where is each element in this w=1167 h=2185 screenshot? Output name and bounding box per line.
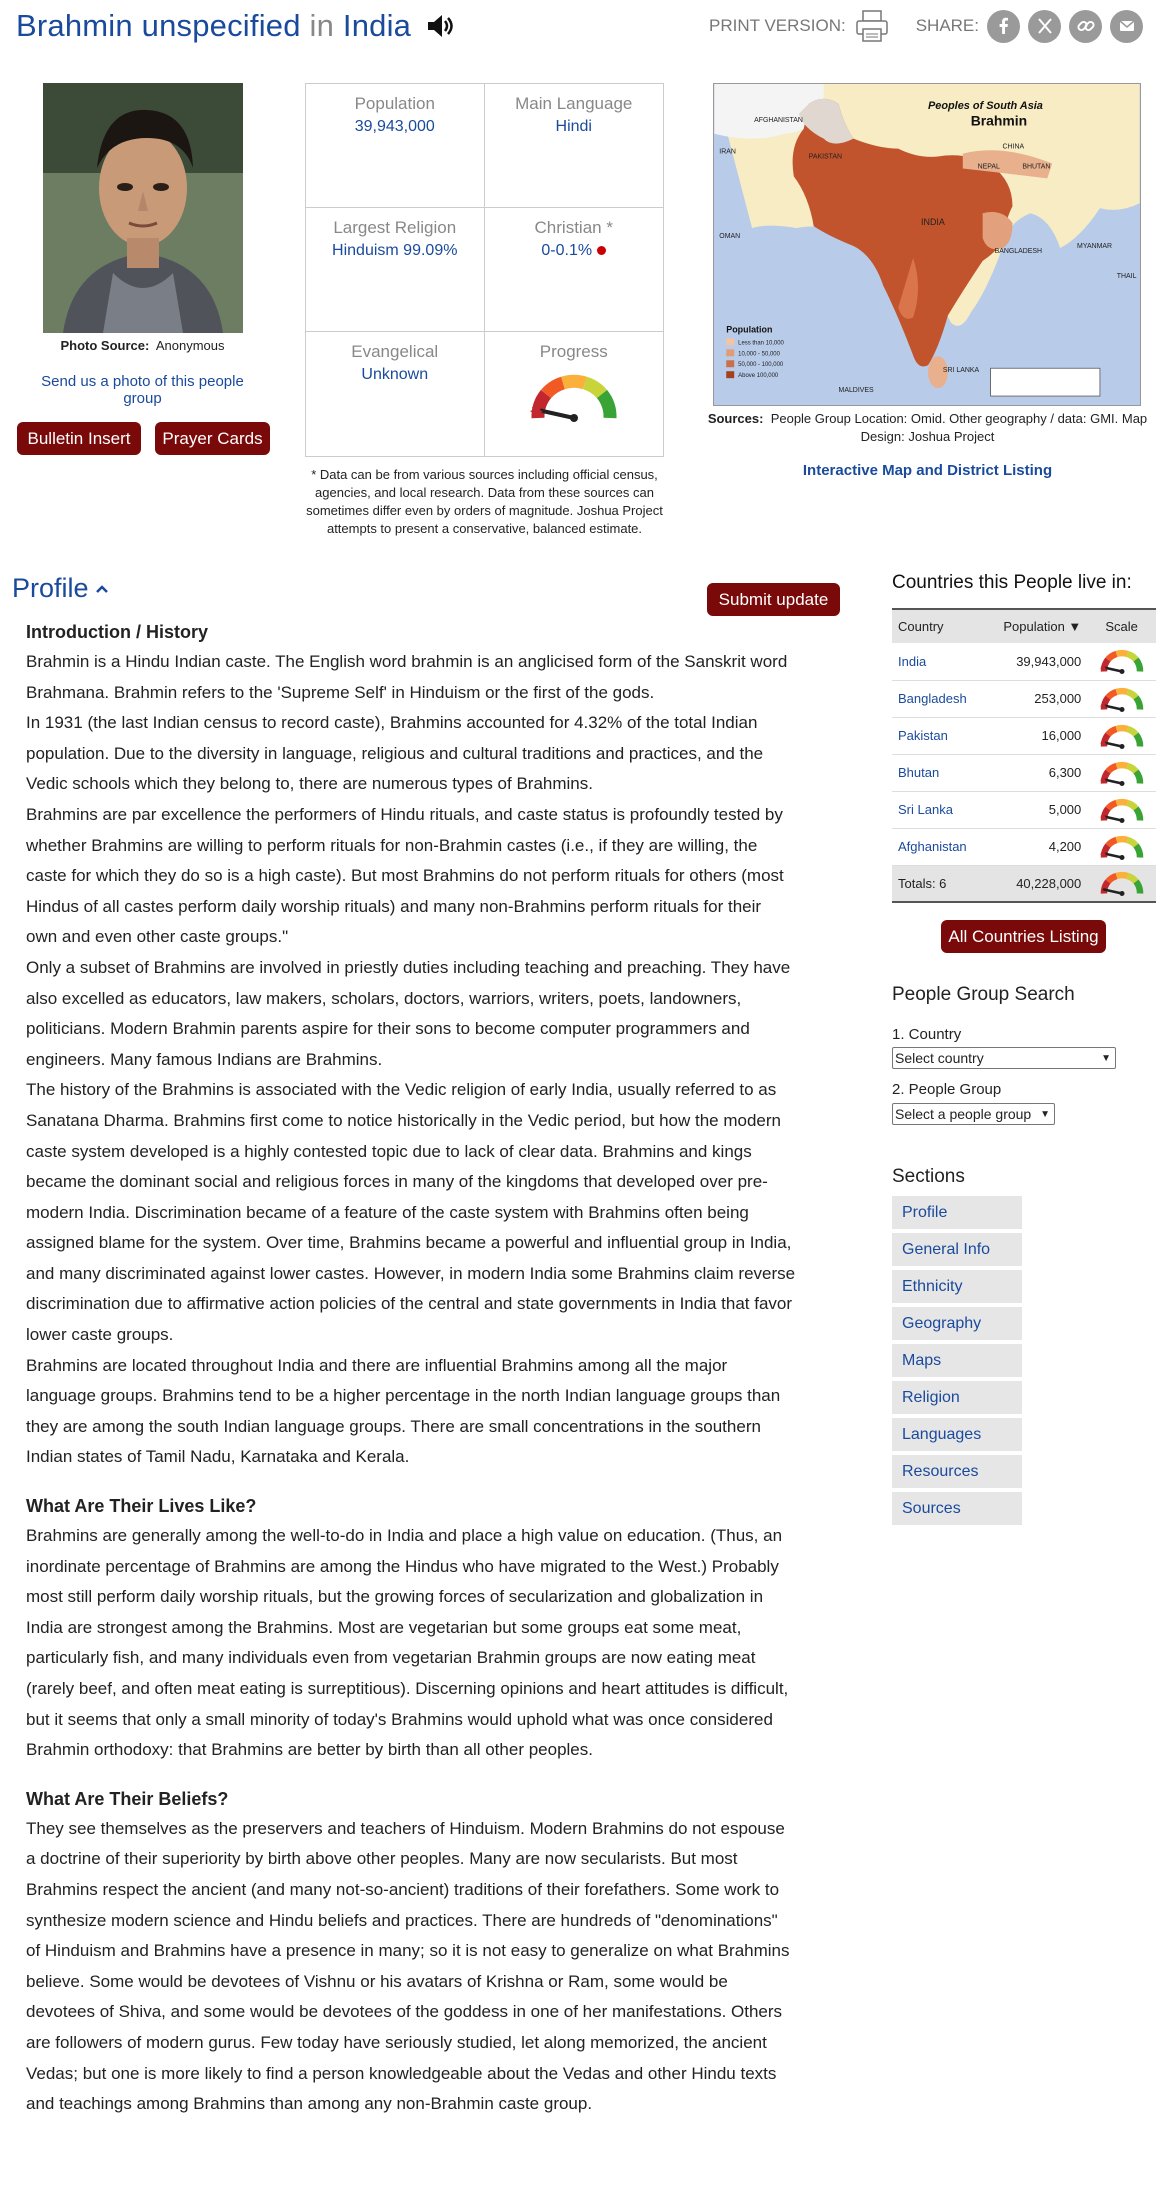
country-scale <box>1087 643 1156 680</box>
table-row <box>892 717 1156 754</box>
map-label-nepal: NEPAL <box>977 163 1000 171</box>
totals-label: Totals: 6 <box>892 865 984 902</box>
map-label-myanmar: MYANMAR <box>1077 242 1113 250</box>
country-scale <box>1087 754 1156 791</box>
section-link-resources[interactable]: Resources <box>892 1455 1022 1488</box>
section-heading-beliefs: What Are Their Beliefs? <box>26 1788 229 1809</box>
country-link[interactable]: Bangladesh <box>892 680 984 717</box>
legend-swatch-1 <box>726 338 734 345</box>
country-select-label: 1. Country <box>892 1026 962 1043</box>
country-link[interactable]: India <box>892 643 984 680</box>
country-scale <box>1087 828 1156 865</box>
people-group-map[interactable] <box>713 83 1141 406</box>
bulletin-insert-button[interactable]: Bulletin Insert <box>17 422 141 455</box>
population-value: 39,943,000 <box>354 118 435 135</box>
people-group-select-value: Select a people group <box>895 1106 1032 1122</box>
progress-label: Progress <box>539 342 608 361</box>
page-title <box>16 8 411 44</box>
profile-content <box>26 617 796 2120</box>
section-link-sources[interactable]: Sources <box>892 1492 1022 1525</box>
religion-value[interactable]: Hinduism 99.09% <box>332 242 458 259</box>
progress-gauge-icon[interactable] <box>1098 646 1146 676</box>
legend-label-2: 10,000 - 50,000 <box>738 351 780 358</box>
submit-update-button[interactable]: Submit update <box>707 583 840 616</box>
map-label-bangladesh: BANGLADESH <box>994 247 1043 255</box>
progress-gauge-icon[interactable] <box>526 368 622 426</box>
people-group-select[interactable] <box>892 1103 1055 1125</box>
all-countries-button[interactable]: All Countries Listing <box>941 920 1106 953</box>
print-label: PRINT VERSION: <box>709 16 846 35</box>
paragraph: The history of the Brahmins is associated with the Vedic religion of early India, usually referred to as Sanatana Dharma. Brahmins first come to notice historically in the Vedic period, but how the modern caste system developed is a highly contested topic due to lack of clear data. Brahmins and kings became the dominant social and religious forces in many of the kingdoms that developed over pre-modern India. Discrimination became of a feature of the caste system with Brahmins often being assigned blame for the system. Over time, Brahmins became a powerful and influential group in India, and many discriminated against lower castes. However, in modern India some Brahmins claim reverse discrimination due to affirmative action policies of the central and state governments in India that favor lower caste groups. <box>26 1080 796 1345</box>
map-label-iran: IRAN <box>719 148 736 156</box>
profile-heading-text: Profile <box>12 573 89 603</box>
map-label-pakistan: PAKISTAN <box>808 153 843 161</box>
map-label-thailand: THAIL <box>1116 272 1137 280</box>
country-link[interactable]: Bhutan <box>892 754 984 791</box>
evangelical-value: Unknown <box>361 366 429 383</box>
map-label-india: INDIA <box>921 217 945 228</box>
progress-gauge-icon[interactable] <box>1098 795 1146 825</box>
map-sources <box>700 410 1155 446</box>
people-group-search-heading: People Group Search <box>892 984 1075 1005</box>
section-heading-lives: What Are Their Lives Like? <box>26 1496 257 1517</box>
totals-row <box>892 865 1156 902</box>
portrait-illustration <box>43 83 243 333</box>
progress-gauge-icon[interactable] <box>1098 758 1146 788</box>
paragraph: Only a subset of Brahmins are involved in priestly duties including teaching and preaching. They have also excelled as educators, law makers, scholars, doctors, warriors, writers, poets, landowners, politicians. Modern Brahmin parents aspire for their sons to become computer programmers and engineers. Many famous Indians are Brahmins. <box>26 957 791 1069</box>
map-legend-title: Population <box>726 324 773 335</box>
language-cell <box>485 84 664 208</box>
progress-gauge-icon[interactable] <box>1098 684 1146 714</box>
share-label: SHARE: <box>915 16 979 35</box>
totals-scale <box>1087 865 1156 902</box>
people-group-select-label: 2. People Group <box>892 1081 1002 1098</box>
table-row <box>892 754 1156 791</box>
page-header <box>16 6 455 46</box>
map-label-sri-lanka: SRI LANKA <box>942 367 980 375</box>
chevron-down-icon: ▼ <box>1040 1108 1050 1120</box>
country-scale <box>1087 717 1156 754</box>
paragraph: Brahmins are generally among the well-to-do in India and place a high value on education. (Thus, an inordinate percentage of Brahmins are among the Hindus who have migrated to the West.) Probably most still perform daily worship rituals, but the growing forces of secularization and globalization in India are strongest among the Brahmins. Most are vegetarian but some groups eat some meat, particularly fish, and many individuals even from vegetarian Brahmin groups are now eating meat (rarely beef, and often meat eating is surreptitious). Discerning opinions and heart attitudes is difficult, but it seems that only a small minority of today's Brahmins would uphold what was once considered Brahmin orthodoxy: that Brahmins are better by birth than all other peoples. <box>26 1526 789 1760</box>
chevron-down-icon: ▼ <box>1101 1052 1111 1064</box>
stats-footnote: * Data can be from various sources including official census, agencies, and local research. Data from these sources can sometimes differ even by orders of magnitude. Joshua Project attempts to present a conservative, balanced estimate. <box>306 467 663 536</box>
map-title: Brahmin <box>970 112 1028 129</box>
country-population: 4,200 <box>984 828 1087 865</box>
legend-swatch-4 <box>726 371 734 378</box>
table-row <box>892 791 1156 828</box>
map-label-maldives: MALDIVES <box>838 387 874 395</box>
language-value[interactable]: Hindi <box>555 118 592 135</box>
evangelical-label: Evangelical <box>351 342 439 361</box>
country-link[interactable]: Afghanistan <box>892 828 984 865</box>
map-info-box <box>991 368 1100 396</box>
chevron-up-icon[interactable] <box>95 584 109 594</box>
progress-cell <box>485 332 664 456</box>
paragraph: Brahmins are par excellence the performers of Hindu rituals, and caste status is profoundly tested by whether Brahmins are willing to perform rituals for non-Brahmin castes (i.e., if they are willing, the caste for which they do so is a high caste). But most Brahmins do not perform rituals for others (most Hindus of all castes perform daily worship rituals) and many non-Brahmins perform rituals for their own and even other caste groups." <box>26 804 784 947</box>
profile-heading[interactable] <box>12 573 109 604</box>
progress-gauge-icon[interactable] <box>1098 868 1146 898</box>
section-link-languages[interactable]: Languages <box>892 1418 1022 1451</box>
interactive-map-link[interactable]: Interactive Map and District Listing <box>802 462 1053 479</box>
countries-heading: Countries this People live in: <box>892 572 1132 593</box>
section-link-geography[interactable]: Geography <box>892 1307 1022 1340</box>
x-share-button[interactable] <box>1028 10 1061 43</box>
country-population: 6,300 <box>984 754 1087 791</box>
col-population[interactable]: Population ▼ <box>984 609 1087 643</box>
christian-value: 0-0.1% <box>541 242 593 259</box>
link-icon <box>1076 16 1096 36</box>
prayer-cards-button[interactable]: Prayer Cards <box>155 422 270 455</box>
paragraph: In 1931 (the last Indian census to record caste), Brahmins accounted for 4.32% of the total Indian population. Due to the diversity in language, religious and cultural traditions and practices, and the Vedic schools which they belong to, there are numerous types of Brahmins. <box>26 713 764 794</box>
table-row <box>892 643 1156 680</box>
country-population: 5,000 <box>984 791 1087 828</box>
country-select[interactable] <box>892 1047 1116 1069</box>
section-link-profile[interactable]: Profile <box>892 1196 1022 1229</box>
countries-table <box>892 608 1156 903</box>
legend-label-4: Above 100,000 <box>738 373 779 380</box>
send-photo-link[interactable]: Send us a photo of this people group <box>41 373 244 407</box>
email-icon <box>1117 16 1137 36</box>
country-population: 253,000 <box>984 680 1087 717</box>
country-scale <box>1087 791 1156 828</box>
country-population: 39,943,000 <box>984 643 1087 680</box>
people-group-photo <box>43 83 243 333</box>
stats-grid <box>305 83 664 457</box>
photo-source <box>20 338 265 353</box>
legend-swatch-3 <box>726 360 734 367</box>
legend-swatch-2 <box>726 349 734 356</box>
map-label-afghanistan: AFGHANISTAN <box>754 116 803 124</box>
paragraph: They see themselves as the preservers and teachers of Hinduism. Modern Brahmins do not espouse a doctrine of their superiority by birth above other peoples. Many are now secularists. But most Brahmins respect the ancient (and many not-so-ancient) traditions of their forefathers. Some work to synthesize modern science and Hindu beliefs and practices. There are hundreds of "denominations" of Hinduism and Brahmins have a presence in many; so it is not easy to generalize on what Brahmins believe. Some would be devotees of Vishnu or his avatars of Krishna or Ram, some would be devotees of Shiva, and some would be devotees of the goddess in one of her manifestations. Others are followers of modern gurus. Few today have seriously studied, let along memorized, the ancient Vedas; but one is more likely to find a person knowledgeable about the Vedas and other Hindu texts and teachings among Brahmins than among any non-Brahmin caste group. <box>26 1818 790 2114</box>
title-in: in <box>309 8 335 43</box>
facebook-share-button[interactable] <box>987 10 1020 43</box>
paragraph: Brahmin is a Hindu Indian caste. The English word brahmin is an anglicised form of the Sanskrit word Brahmana. Brahmin refers to the 'Supreme Self' in Hinduism or the first of the gods. <box>26 652 788 702</box>
table-row <box>892 680 1156 717</box>
title-country[interactable]: India <box>342 8 412 43</box>
map-subtitle: Peoples of South Asia <box>927 99 1043 112</box>
table-header-row <box>892 609 1156 643</box>
population-cell <box>306 84 485 208</box>
map-sources-label: Sources: <box>707 411 764 426</box>
progress-gauge-icon[interactable] <box>1098 832 1146 862</box>
progress-gauge-icon[interactable] <box>1098 721 1146 751</box>
country-link[interactable]: Pakistan <box>892 717 984 754</box>
religion-label: Largest Religion <box>333 218 457 237</box>
title-group-name: Brahmin unspecified <box>16 8 301 43</box>
section-link-religion[interactable]: Religion <box>892 1381 1022 1414</box>
section-link-maps[interactable]: Maps <box>892 1344 1022 1377</box>
x-icon <box>1035 16 1055 36</box>
status-dot-icon <box>597 246 606 255</box>
legend-label-3: 50,000 - 100,000 <box>738 362 784 369</box>
table-row <box>892 828 1156 865</box>
map-sources-text: People Group Location: Omid. Other geography / data: GMI. Map Design: Joshua Project <box>770 411 1148 444</box>
population-label: Population <box>354 94 435 113</box>
country-select-value: Select country <box>895 1050 984 1066</box>
photo-source-value: Anonymous <box>155 338 225 353</box>
col-scale[interactable]: Scale <box>1087 609 1156 643</box>
section-link-general-info[interactable]: General Info <box>892 1233 1022 1266</box>
country-population: 16,000 <box>984 717 1087 754</box>
south-asia-map <box>714 84 1140 405</box>
photo-source-label: Photo Source: <box>60 338 150 353</box>
country-scale <box>1087 680 1156 717</box>
map-label-china: CHINA <box>1002 143 1025 151</box>
legend-label-1: Less than 10,000 <box>738 340 784 347</box>
facebook-icon <box>994 16 1014 36</box>
section-link-ethnicity[interactable]: Ethnicity <box>892 1270 1022 1303</box>
christian-cell <box>485 208 664 332</box>
section-heading-introduction: Introduction / History <box>26 622 208 642</box>
evangelical-cell <box>306 332 485 456</box>
language-label: Main Language <box>515 94 633 113</box>
header-actions <box>709 6 1143 46</box>
christian-label: Christian * <box>534 218 613 237</box>
speaker-icon[interactable] <box>423 10 455 42</box>
printer-icon[interactable] <box>854 9 890 43</box>
country-link[interactable]: Sri Lanka <box>892 791 984 828</box>
sections-heading: Sections <box>892 1166 965 1187</box>
copy-link-button[interactable] <box>1069 10 1102 43</box>
religion-cell <box>306 208 485 332</box>
map-label-bhutan: BHUTAN <box>1022 163 1051 171</box>
col-country[interactable]: Country <box>892 609 984 643</box>
map-label-oman: OMAN <box>719 233 741 241</box>
paragraph: Brahmins are located throughout India and there are influential Brahmins among all the major language groups. Brahmins tend to be a higher percentage in the north Indian language groups than they are among the south Indian language groups. There are small concentrations in the southern Indian states of Tamil Nadu, Karnataka and Kerala. <box>26 1355 781 1467</box>
email-share-button[interactable] <box>1110 10 1143 43</box>
christian-value-wrap <box>485 242 664 260</box>
totals-value: 40,228,000 <box>984 865 1087 902</box>
